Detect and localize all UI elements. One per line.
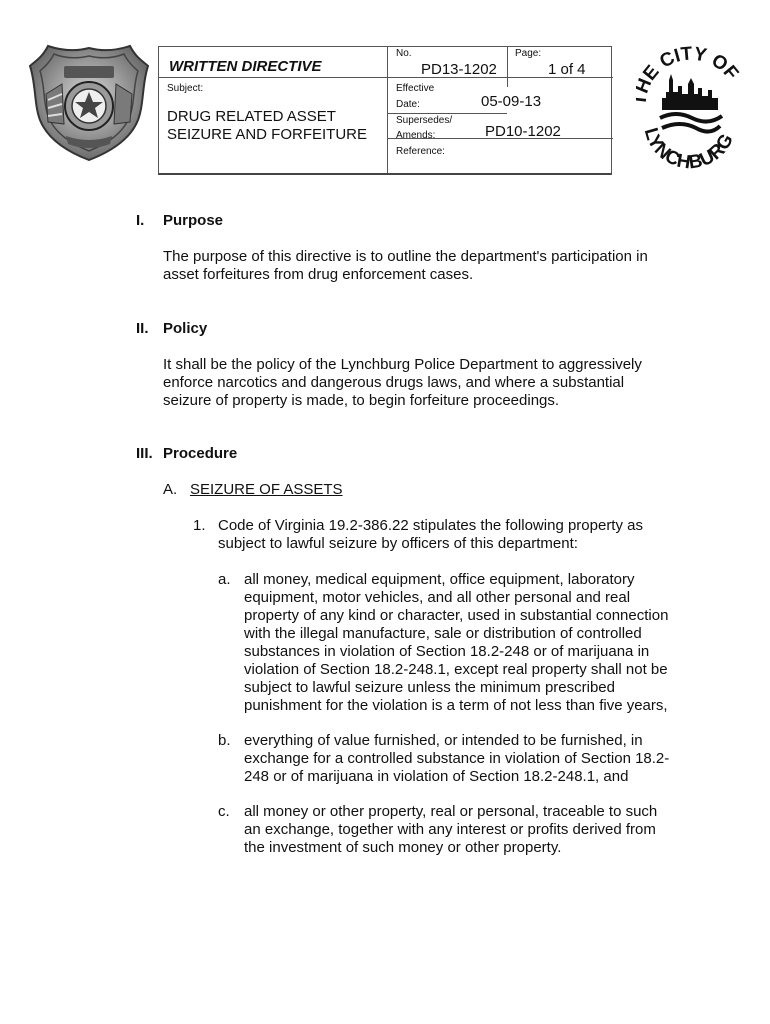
item-a-line: all money, medical equipment, office equipment, laboratory [244, 571, 635, 588]
directive-header-table [158, 46, 612, 175]
item-a-line: equipment, motor vehicles, and all other personal and real [244, 589, 631, 606]
item-a-line: property of any kind or character, used in substantial connection [244, 607, 669, 624]
policy-paragraph [163, 356, 642, 410]
item-a-line: substances in violation of Section 18.2-248 or of marijuana in [244, 643, 650, 660]
purpose-paragraph [163, 248, 648, 284]
section-procedure-heading: Procedure [163, 445, 238, 462]
policy-line: seizure of property is made, to begin forfeiture proceedings. [163, 392, 560, 409]
amends-label: Amends: [396, 130, 436, 141]
section-policy-number: II. [136, 320, 149, 337]
item-1-number: 1. [193, 517, 206, 534]
section-purpose-heading: Purpose [163, 212, 224, 229]
subject-label: Subject: [167, 83, 204, 94]
supersedes-value: PD10-1202 [485, 123, 561, 140]
item-a-line: punishment for the violation is a term of not less than five years, [244, 697, 668, 714]
item-b-line: 248 or of marijuana in violation of Section 18.2-248.1, and [244, 768, 629, 785]
subsection-a-title: SEIZURE OF ASSETS [190, 481, 343, 498]
svg-text:THE CITY OF: E CITY OF [639, 43, 743, 85]
item-c-line: the investment of such money or other property. [244, 839, 562, 856]
item-c-letter: c. [218, 803, 230, 820]
subject-line-2: SEIZURE AND FORFEITURE [167, 126, 368, 143]
item-a-text [244, 571, 668, 715]
item-1-text [218, 517, 643, 553]
section-procedure-number: III. [136, 445, 153, 462]
subsection-a-letter: A. [163, 481, 178, 498]
item-b-line: everything of value furnished, or intended to be furnished, in [244, 732, 643, 749]
no-label: No. [396, 48, 412, 59]
policy-line: It shall be the policy of the Lynchburg Police Department to aggressively [163, 356, 642, 373]
supersedes-label: Supersedes/ [396, 115, 453, 126]
item-1-line: subject to lawful seizure by officers of this department: [218, 535, 578, 552]
directive-title: WRITTEN DIRECTIVE [169, 58, 322, 75]
svg-text:LYNCHBURG: LYNCHBURG [639, 125, 738, 170]
section-purpose-number: I. [136, 212, 145, 229]
directive-number: PD13-1202 [421, 61, 497, 78]
effective-label: Effective [396, 83, 435, 94]
police-badge-logo [26, 44, 152, 162]
item-a-line: with the illegal manufacture, sale or distribution of controlled [244, 625, 642, 642]
effective-date: 05-09-13 [481, 93, 542, 110]
item-c-line: an exchange, together with any interest or profits derived from [244, 821, 656, 838]
city-seal-logo [636, 40, 744, 170]
purpose-line: asset forfeitures from drug enforcement cases. [163, 266, 474, 283]
item-a-letter: a. [218, 571, 231, 588]
subject-line-1: DRUG RELATED ASSET [167, 108, 336, 125]
item-1-line: Code of Virginia 19.2-386.22 stipulates the following property as [218, 517, 643, 534]
item-a-line: subject to lawful seizure unless the minimum prescribed [244, 679, 615, 696]
item-a-line: violation of Section 18.2-248.1, except real property shall not be [244, 661, 668, 678]
section-policy-heading: Policy [163, 320, 208, 337]
item-c-text [244, 803, 657, 857]
effective-date-label: Date: [396, 99, 420, 110]
item-c-line: all money or other property, real or personal, traceable to such [244, 803, 658, 820]
policy-line: enforce narcotics and dangerous drugs laws, and where a substantial [163, 374, 625, 391]
purpose-line: The purpose of this directive is to outline the department's participation in [163, 248, 648, 265]
item-b-line: exchange for a controlled substance in violation of Section 18.2- [244, 750, 670, 767]
page-label: Page: [515, 48, 542, 59]
item-b-text [244, 732, 669, 786]
page-number: 1 of 4 [548, 61, 586, 78]
reference-label: Reference: [396, 146, 445, 157]
item-b-letter: b. [218, 732, 231, 749]
